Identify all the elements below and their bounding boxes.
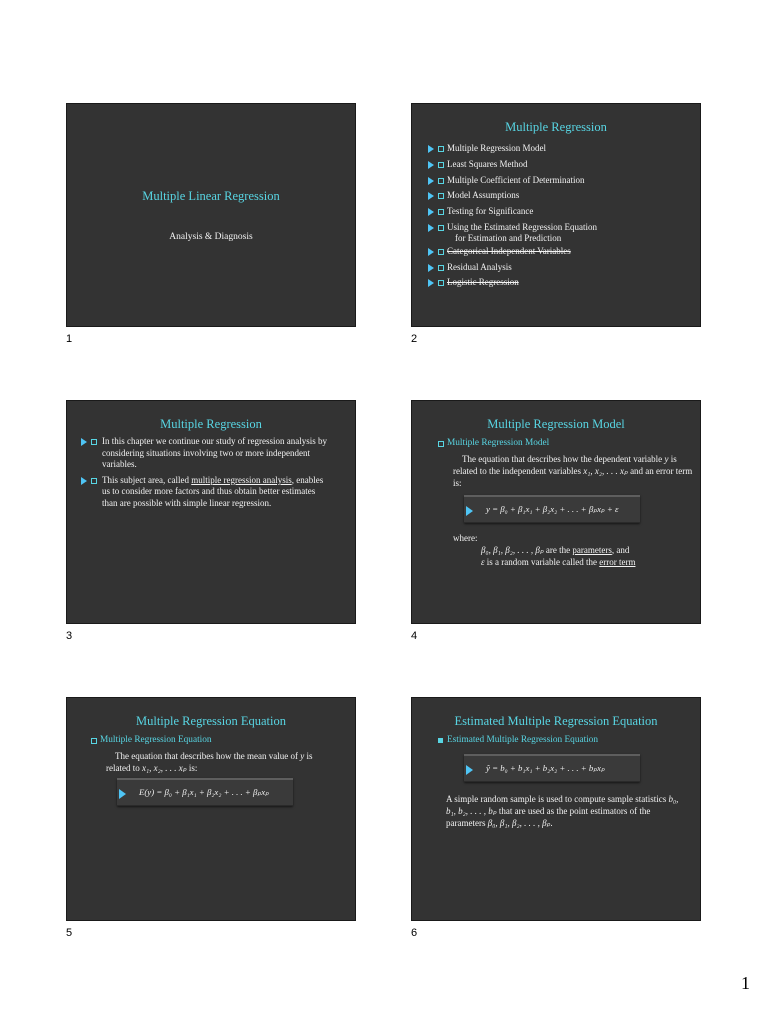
slide-4 <box>411 400 701 624</box>
slide-2 <box>411 103 701 327</box>
underlined-term: error term <box>599 557 636 567</box>
slide-number: 1 <box>66 333 73 345</box>
slide-title: Estimated Multiple Regression Equation <box>454 714 658 728</box>
paragraph: The equation that describes how the dependent variable y is related to the independent variables x₁, x₂, . . . xₚ and an error term is: <box>453 454 693 488</box>
list-item: Residual Analysis <box>428 260 696 276</box>
square-bullet-icon <box>438 178 444 184</box>
square-bullet-icon <box>438 209 444 215</box>
equation-box <box>117 778 293 806</box>
equation: E(y) = β₀ + β₁x₁ + β₂x₂ + . . . + βₚxₚ <box>139 787 269 797</box>
slide-1 <box>66 103 356 327</box>
square-bullet-icon <box>438 265 444 271</box>
section-heading: Multiple Regression Equation <box>91 735 212 745</box>
list-item: Logistic Regression <box>428 275 696 291</box>
arrow-bullet-icon <box>428 224 434 232</box>
square-bullet-icon <box>438 193 444 199</box>
square-bullet-icon <box>91 738 97 744</box>
square-bullet-icon <box>438 249 444 255</box>
paragraph: A simple random sample is used to compute sample statistics b₀, b₁, b₂, . . . , bₚ that are used as the point estimators of the parameters β₀, β₁, β₂, . . . , βₚ. <box>446 794 679 828</box>
arrow-bullet-icon <box>81 477 87 485</box>
slide-title: Multiple Regression <box>160 417 262 431</box>
slide-number: 2 <box>411 333 418 345</box>
slide-title: Multiple Linear Regression <box>142 189 280 203</box>
list-item: In this chapter we continue our study of regression analysis by considering situations involving two or more independent variables. <box>81 436 331 471</box>
square-bullet-icon <box>91 478 97 484</box>
equation: ŷ = b₀ + b₁x₁ + b₂x₂ + . . . + bₚxₚ <box>486 763 605 773</box>
arrow-bullet-icon <box>428 177 434 185</box>
equation-box <box>464 495 640 523</box>
list-item: Categorical Independent Variables <box>428 244 696 260</box>
arrow-bullet-icon <box>119 789 126 799</box>
slide-number: 3 <box>66 630 73 642</box>
square-bullet-icon <box>438 225 444 231</box>
slide-number: 5 <box>66 927 73 939</box>
list-item: Model Assumptions <box>428 188 696 204</box>
square-bullet-icon <box>438 146 444 152</box>
slide-subtitle: Analysis & Diagnosis <box>169 232 253 242</box>
underlined-term: parameters <box>572 545 612 555</box>
square-bullet-icon <box>438 280 444 286</box>
arrow-bullet-icon <box>428 161 434 169</box>
slide-5 <box>66 697 356 921</box>
square-bullet-icon <box>438 441 444 447</box>
arrow-bullet-icon <box>466 506 473 516</box>
square-bullet-icon <box>438 162 444 168</box>
paragraph: The equation that describes how the mean value of y is related to x₁, x₂, . . . xₚ is: <box>106 751 313 773</box>
list-item: Least Squares Method <box>428 157 696 173</box>
filled-square-bullet-icon <box>438 738 443 743</box>
square-bullet-icon <box>91 439 97 445</box>
slide-6 <box>411 697 701 921</box>
arrow-bullet-icon <box>428 145 434 153</box>
slide-3 <box>66 400 356 624</box>
section-heading: Estimated Multiple Regression Equation <box>438 735 598 745</box>
arrow-bullet-icon <box>428 192 434 200</box>
paragraph: where: β₀, β₁, β₂, . . . , βₚ are the parameters, and ε is a random variable called the error term <box>453 533 636 567</box>
arrow-bullet-icon <box>466 765 473 775</box>
arrow-bullet-icon <box>81 438 87 446</box>
slide-number: 4 <box>411 630 418 642</box>
list-item: Multiple Regression Model <box>428 141 696 157</box>
bullet-list <box>81 436 331 514</box>
slide-title: Multiple Regression Equation <box>136 714 286 728</box>
list-item: Using the Estimated Regression Equation for Estimation and Prediction <box>428 220 696 244</box>
section-heading: Multiple Regression Model <box>438 438 549 448</box>
underlined-term: multiple regression analysis <box>191 474 292 485</box>
list-item: This subject area, called multiple regression analysis, enables us to consider more factors and thus obtain better estimates than are possible with simple linear regression. <box>81 475 331 510</box>
slide-number: 6 <box>411 927 418 939</box>
slide-title: Multiple Regression <box>505 120 607 134</box>
slide-title: Multiple Regression Model <box>487 417 625 431</box>
arrow-bullet-icon <box>428 279 434 287</box>
list-item: Testing for Significance <box>428 204 696 220</box>
page-number: 1 <box>741 973 750 993</box>
arrow-bullet-icon <box>428 248 434 256</box>
equation-box <box>464 754 640 782</box>
arrow-bullet-icon <box>428 208 434 216</box>
equation: y = β₀ + β₁x₁ + β₂x₂ + . . . + βₚxₚ + ε <box>486 504 619 514</box>
arrow-bullet-icon <box>428 264 434 272</box>
list-item: Multiple Coefficient of Determination <box>428 173 696 189</box>
bullet-list <box>428 141 696 291</box>
